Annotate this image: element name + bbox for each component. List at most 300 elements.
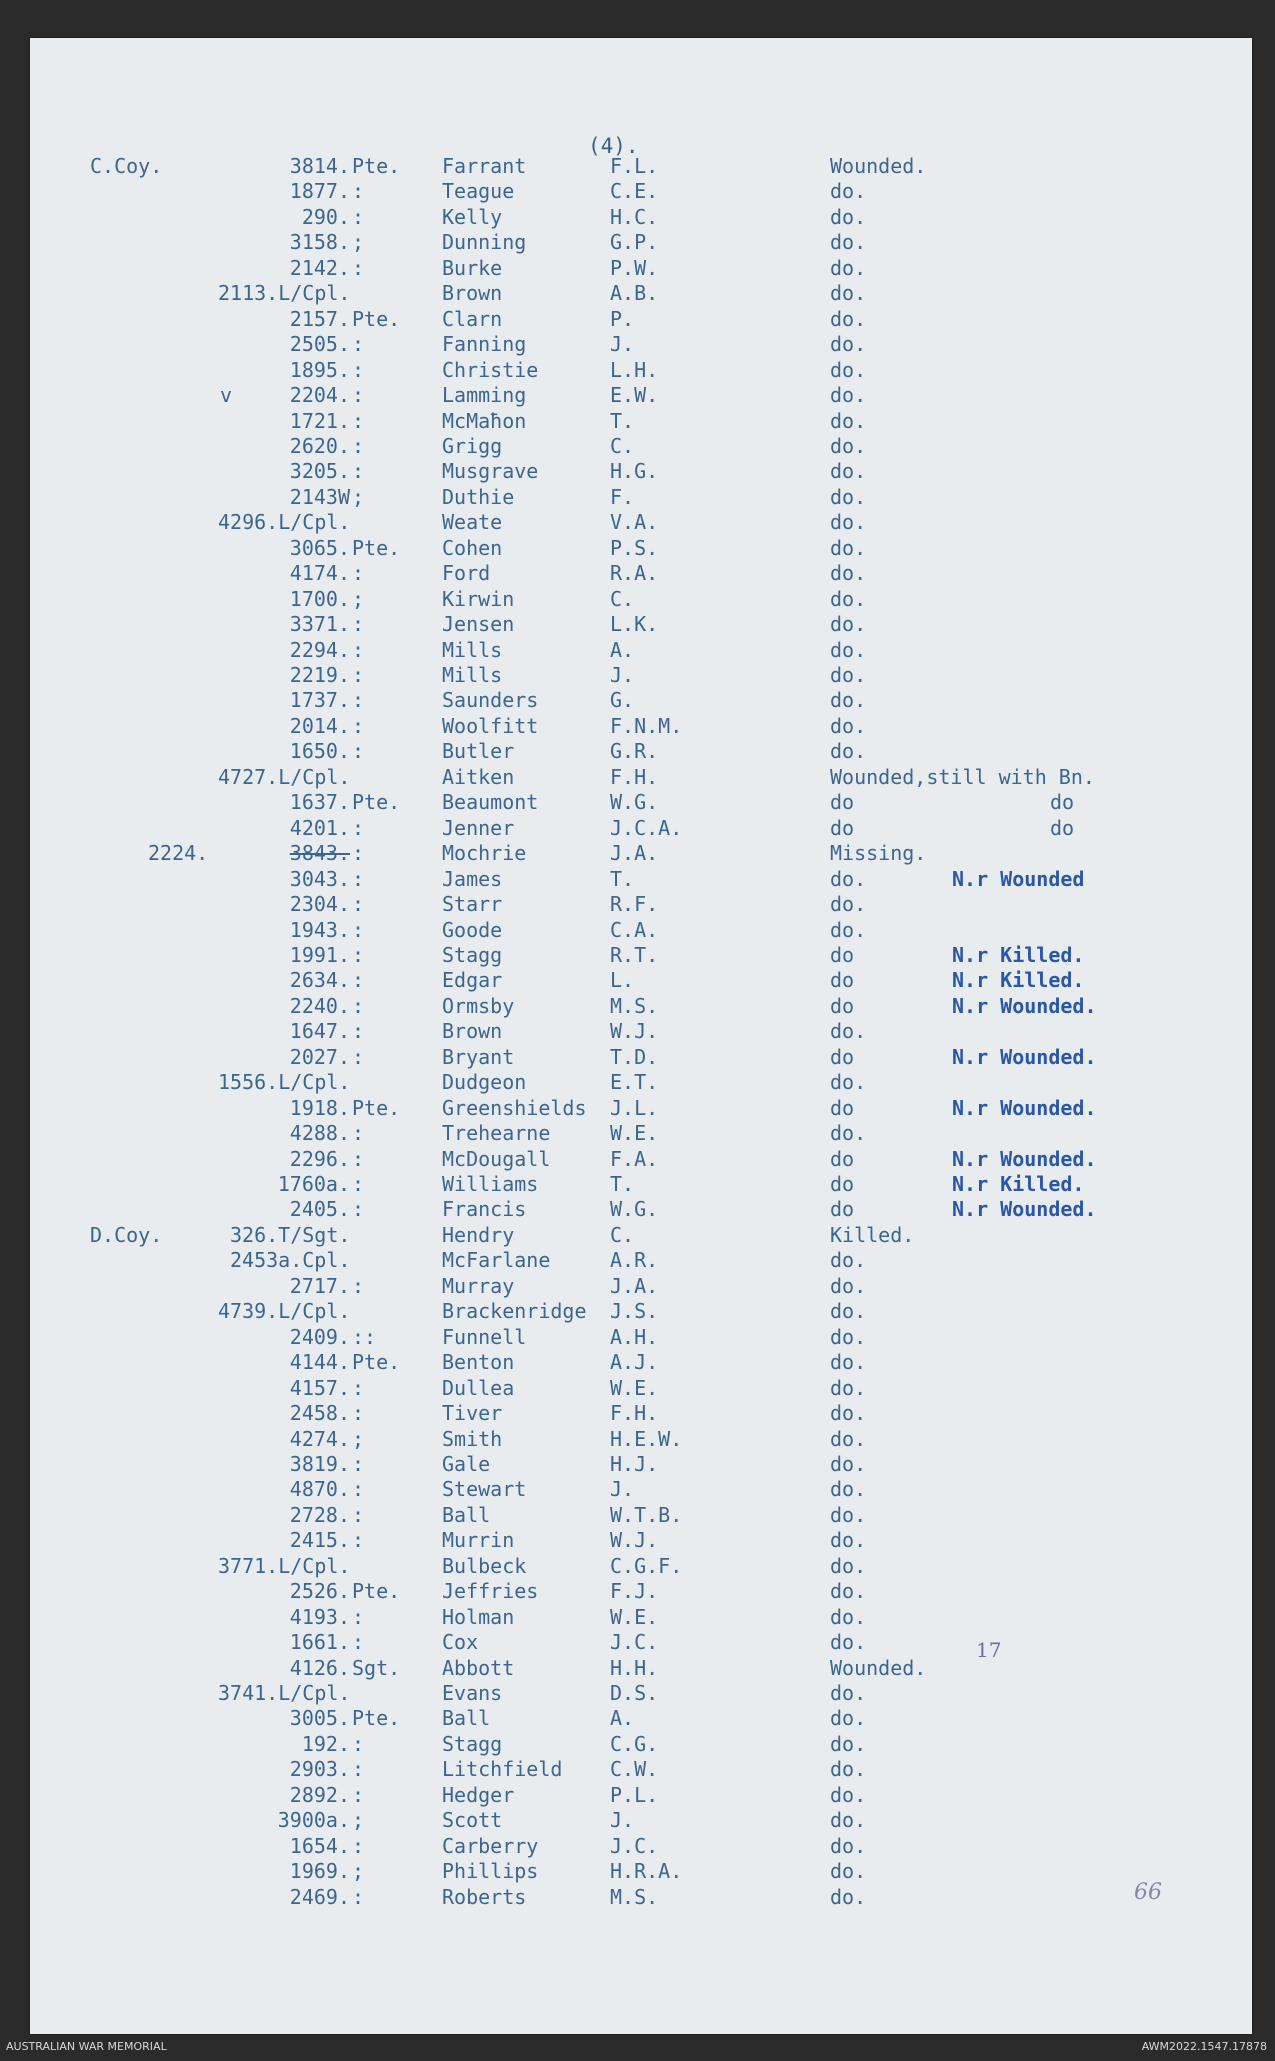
rank: : [352, 1146, 365, 1171]
initials: F.N.M. [610, 713, 683, 738]
status: do. [830, 433, 867, 458]
initials: A.B. [610, 281, 659, 306]
handwritten-annotation: N.r Killed. [952, 942, 1085, 967]
status: do. [830, 561, 867, 586]
initials: A.J. [610, 1350, 659, 1375]
status: do. [830, 1502, 867, 1527]
service-number: 4739.L/Cpl. [218, 1299, 351, 1324]
status: do [830, 1197, 855, 1222]
rank: : [352, 255, 365, 280]
rank: : [352, 1884, 365, 1909]
surname: Stagg [442, 1731, 503, 1756]
rank: : [352, 815, 365, 840]
initials: J.C.A. [610, 815, 683, 840]
service-number: 4144. [289, 1350, 350, 1375]
initials: J.S. [610, 1299, 659, 1324]
initials: E.W. [610, 383, 659, 408]
rank: Pte. [352, 1706, 401, 1731]
initials: L. [610, 968, 635, 993]
initials: C.G.F. [610, 1553, 683, 1578]
surname: Farrant [442, 154, 527, 178]
initials: H.E.W. [610, 1426, 683, 1451]
surname: Cox [442, 1630, 479, 1655]
initials: F.A. [610, 1146, 659, 1171]
initials: L.H. [610, 357, 659, 382]
status: do. [830, 332, 867, 357]
status: do. [830, 1604, 867, 1629]
surname: Brackenridge [442, 1299, 587, 1324]
surname: Phillips [442, 1859, 539, 1884]
status: do. [830, 1579, 867, 1604]
table-row [30, 409, 1252, 433]
status: do. [830, 1426, 867, 1451]
surname: Hendry [442, 1222, 515, 1247]
surname: Funnell [442, 1324, 527, 1349]
rank: ; [352, 230, 365, 255]
initials: T. [610, 866, 635, 891]
rank: : [352, 1375, 365, 1400]
rank: : [352, 1528, 365, 1553]
initials: A. [610, 1706, 635, 1731]
status: do. [830, 663, 867, 687]
table-row [30, 1096, 1252, 1120]
rank: : [352, 968, 365, 993]
service-number: 2892. [289, 1782, 350, 1807]
rank: : [352, 688, 365, 713]
status: do. [830, 1681, 867, 1705]
initials: W.J. [610, 1019, 659, 1044]
initials: P.L. [610, 1782, 659, 1807]
rank: : [352, 1172, 365, 1196]
status: do. [830, 281, 867, 306]
surname: Teague [442, 179, 515, 204]
initials: E.T. [610, 1070, 659, 1095]
table-row [30, 1401, 1252, 1425]
table-row [30, 1783, 1252, 1807]
table-row [30, 587, 1252, 611]
surname: Christie [442, 357, 539, 382]
status: do. [830, 1350, 867, 1375]
rank: ; [352, 1859, 365, 1884]
surname: Murrin [442, 1528, 515, 1553]
table-row [30, 434, 1252, 458]
rank: Pte. [352, 1350, 401, 1375]
table-row [30, 205, 1252, 229]
rank: : [352, 1502, 365, 1527]
surname: Francis [442, 1197, 527, 1222]
service-number: 1654. [289, 1833, 350, 1858]
company-label: C.Coy. [90, 154, 163, 178]
surname: Saunders [442, 688, 539, 713]
table-row [30, 1147, 1252, 1171]
rank: : [352, 866, 365, 891]
surname: Burke [442, 255, 503, 280]
initials: H.H. [610, 1655, 659, 1680]
service-number: 2304. [289, 892, 350, 917]
service-number: 2296. [289, 1146, 350, 1171]
rank: : [352, 1197, 365, 1222]
table-row [30, 1656, 1252, 1680]
initials: J.L. [610, 1095, 659, 1120]
table-row [30, 1172, 1252, 1196]
rank: : [352, 1477, 365, 1502]
status: do. [830, 612, 867, 637]
service-number: 1737. [289, 688, 350, 713]
initials: J.A. [610, 1273, 659, 1298]
surname: Greenshields [442, 1095, 587, 1120]
status: do. [830, 1401, 867, 1426]
initials: C.G. [610, 1731, 659, 1756]
status: do [830, 993, 855, 1018]
table-row [30, 612, 1252, 636]
service-number: 1650. [289, 739, 350, 764]
surname: Trehearne [442, 1121, 551, 1146]
service-number: 2240. [289, 993, 350, 1018]
document-page [30, 38, 1252, 2034]
service-number: 1700. [289, 586, 350, 611]
initials: P. [610, 306, 635, 331]
status: do [830, 1146, 855, 1171]
status: do. [830, 306, 867, 331]
table-row [30, 1350, 1252, 1374]
service-number: 2027. [289, 1044, 350, 1069]
surname: Hedger [442, 1782, 515, 1807]
service-number: 1647. [289, 1019, 350, 1044]
initials: R.A. [610, 561, 659, 586]
rank: ; [352, 586, 365, 611]
surname: Kirwin [442, 586, 515, 611]
surname: Aitken [442, 764, 515, 789]
surname: Duthie [442, 484, 515, 509]
surname: Scott [442, 1808, 503, 1833]
service-number: 2505. [289, 332, 350, 357]
table-row [30, 1834, 1252, 1858]
initials: P.S. [610, 535, 659, 560]
status: do. [830, 892, 867, 917]
rank: : [352, 1731, 365, 1756]
status: do. [830, 586, 867, 611]
initials: J. [610, 663, 635, 687]
service-number: 326.T/Sgt. [230, 1222, 351, 1247]
table-row [30, 943, 1252, 967]
service-number: 3043. [289, 866, 350, 891]
handwritten-annotation: N.r Killed. [952, 968, 1085, 993]
service-number: 3205. [289, 459, 350, 484]
surname: Litchfield [442, 1757, 563, 1782]
rank: Pte. [352, 1579, 401, 1604]
service-number: 1918. [289, 1095, 350, 1120]
handwritten-annotation: N.r Wounded. [952, 1044, 1097, 1069]
initials: H.J. [610, 1451, 659, 1476]
service-number: 2415. [289, 1528, 350, 1553]
rank: : [352, 459, 365, 484]
service-number: 290. [301, 204, 350, 229]
table-row [30, 714, 1252, 738]
surname: Butler [442, 739, 515, 764]
rank: : [352, 332, 365, 357]
initials: C.W. [610, 1757, 659, 1782]
status: do [830, 968, 855, 993]
initials: W.E. [610, 1604, 659, 1629]
status: do. [830, 510, 867, 535]
table-row [30, 1605, 1252, 1629]
service-number: 1661. [289, 1630, 350, 1655]
footer-institution: AUSTRALIAN WAR MEMORIAL [6, 2040, 167, 2053]
table-row [30, 1706, 1252, 1730]
table-row [30, 892, 1252, 916]
table-row [30, 1528, 1252, 1552]
service-number: 4157. [289, 1375, 350, 1400]
surname: Brown [442, 1019, 503, 1044]
surname: Fanning [442, 332, 527, 357]
service-number: 3843. [289, 841, 350, 866]
rank: : [352, 1782, 365, 1807]
table-row [30, 1503, 1252, 1527]
status: do. [830, 255, 867, 280]
table-row [30, 1630, 1252, 1654]
surname: Kelly [442, 204, 503, 229]
rank: : [352, 892, 365, 917]
status: do. [830, 1451, 867, 1476]
table-row [30, 1121, 1252, 1145]
service-number: 2014. [289, 713, 350, 738]
surname: Mochrie [442, 841, 527, 866]
service-number: 1943. [289, 917, 350, 942]
surname: Brown [442, 281, 503, 306]
table-row [30, 459, 1252, 483]
surname: Dunning [442, 230, 527, 255]
rank: : [352, 1604, 365, 1629]
rank: Pte. [352, 535, 401, 560]
initials: J. [610, 1477, 635, 1502]
status: do. [830, 688, 867, 713]
rank: ; [352, 1808, 365, 1833]
status: do. [830, 1706, 867, 1731]
rank: : [352, 612, 365, 637]
service-number: 2142. [289, 255, 350, 280]
initials: C. [610, 1222, 635, 1247]
service-number: 2620. [289, 433, 350, 458]
initials: C.A. [610, 917, 659, 942]
surname: Mills [442, 637, 503, 662]
surname: Evans [442, 1681, 503, 1705]
rank: Sgt. [352, 1655, 401, 1680]
row-mark: v [220, 383, 233, 408]
surname: Clarn [442, 306, 503, 331]
initials: M.S. [610, 1884, 659, 1909]
company-label: 2224. [148, 841, 209, 866]
rank: : [352, 1630, 365, 1655]
table-row [30, 1477, 1252, 1501]
table-row [30, 1019, 1252, 1043]
status: do. [830, 917, 867, 942]
initials: A. [610, 637, 635, 662]
status: do. [830, 408, 867, 433]
status: do. [830, 357, 867, 382]
service-number: 1969. [289, 1859, 350, 1884]
initials: F.L. [610, 154, 659, 178]
service-number: 2728. [289, 1502, 350, 1527]
service-number: 3741.L/Cpl. [218, 1681, 351, 1705]
service-number: 4174. [289, 561, 350, 586]
service-number: 4870. [289, 1477, 350, 1502]
table-row [30, 1045, 1252, 1069]
service-number: 3819. [289, 1451, 350, 1476]
initials: W.T.B. [610, 1502, 683, 1527]
surname: Grigg [442, 433, 503, 458]
rank: Pte. [352, 790, 401, 815]
initials: H.C. [610, 204, 659, 229]
service-number: 2634. [289, 968, 350, 993]
table-row [30, 179, 1252, 203]
table-row [30, 790, 1252, 814]
status: do. [830, 204, 867, 229]
table-row [30, 816, 1252, 840]
surname: Lamming [442, 383, 527, 408]
service-number: 3005. [289, 1706, 350, 1731]
status: do. [830, 866, 867, 891]
service-number: 192. [301, 1731, 350, 1756]
surname: Musgrave [442, 459, 539, 484]
service-number: 4274. [289, 1426, 350, 1451]
table-row [30, 154, 1252, 178]
status: do. [830, 739, 867, 764]
surname: Roberts [442, 1884, 527, 1909]
status: do [830, 815, 855, 840]
surname: Dudgeon [442, 1070, 527, 1095]
table-row [30, 663, 1252, 687]
handwritten-annotation: N.r Wounded. [952, 1197, 1097, 1222]
status: do. [830, 230, 867, 255]
surname: Starr [442, 892, 503, 917]
status: do. [830, 1859, 867, 1884]
service-number: 2469. [289, 1884, 350, 1909]
status: Missing. [830, 841, 927, 866]
table-row [30, 867, 1252, 891]
handwritten-annotation: N.r Wounded. [952, 1095, 1097, 1120]
initials: C.E. [610, 179, 659, 204]
initials: T. [610, 1172, 635, 1196]
table-row [30, 1325, 1252, 1349]
rank: : [352, 993, 365, 1018]
surname: McFarlane [442, 1248, 551, 1273]
service-number: 4727.L/Cpl. [218, 764, 351, 789]
initials: W.G. [610, 790, 659, 815]
table-row [30, 510, 1252, 534]
initials: W.E. [610, 1375, 659, 1400]
service-number: 2409. [289, 1324, 350, 1349]
rank: ; [352, 484, 365, 509]
initials: G.R. [610, 739, 659, 764]
rank: : [352, 1019, 365, 1044]
rank: : [352, 1121, 365, 1146]
surname: Tiver [442, 1401, 503, 1426]
rank: :: [352, 1324, 377, 1349]
rank: : [352, 841, 365, 866]
rank: : [352, 179, 365, 204]
surname: McDougall [442, 1146, 551, 1171]
rank: : [352, 408, 365, 433]
rank: : [352, 1757, 365, 1782]
surname: Smith [442, 1426, 503, 1451]
initials: A.H. [610, 1324, 659, 1349]
status: do [830, 1172, 855, 1196]
pencil-annotation: 17 [976, 1638, 1002, 1662]
service-number: 3814. [289, 154, 350, 178]
rank: : [352, 917, 365, 942]
initials: A.R. [610, 1248, 659, 1273]
table-row [30, 638, 1252, 662]
service-number: 1877. [289, 179, 350, 204]
service-number: 3371. [289, 612, 350, 637]
initials: H.R.A. [610, 1859, 683, 1884]
initials: W.G. [610, 1197, 659, 1222]
service-number: 4201. [289, 815, 350, 840]
rank: Pte. [352, 154, 401, 178]
status: do. [830, 1121, 867, 1146]
status: do. [830, 1070, 867, 1095]
table-row [30, 918, 1252, 942]
rank: : [352, 1451, 365, 1476]
rank: : [352, 1044, 365, 1069]
initials: J.C. [610, 1630, 659, 1655]
status: do. [830, 484, 867, 509]
initials: F.H. [610, 1401, 659, 1426]
status: do. [830, 1019, 867, 1044]
service-number: 4296.L/Cpl. [218, 510, 351, 535]
table-row [30, 1681, 1252, 1705]
rank: Pte. [352, 1095, 401, 1120]
surname: Edgar [442, 968, 503, 993]
status: Killed. [830, 1222, 915, 1247]
table-row [30, 1376, 1252, 1400]
surname: Jeffries [442, 1579, 539, 1604]
table-row [30, 536, 1252, 560]
surname: Williams [442, 1172, 539, 1196]
rank: : [352, 637, 365, 662]
table-row [30, 1274, 1252, 1298]
table-row [30, 1808, 1252, 1832]
status-continued: do [1050, 815, 1075, 840]
rank: : [352, 561, 365, 586]
service-number: 2204. [289, 383, 350, 408]
initials: F.H. [610, 764, 659, 789]
status: do [830, 1095, 855, 1120]
surname: McMaħon [442, 408, 527, 433]
surname: Beaumont [442, 790, 539, 815]
rank: : [352, 1273, 365, 1298]
surname: Stewart [442, 1477, 527, 1502]
status: do. [830, 459, 867, 484]
service-number: 1556.L/Cpl. [218, 1070, 351, 1095]
table-row [30, 332, 1252, 356]
status: Wounded,still with Bn. [830, 764, 1095, 789]
table-row [30, 307, 1252, 331]
status: do. [830, 179, 867, 204]
table-row [30, 968, 1252, 992]
table-row [30, 1554, 1252, 1578]
service-number: 1721. [289, 408, 350, 433]
service-number: 1760a. [277, 1172, 350, 1196]
initials: P.W. [610, 255, 659, 280]
surname: Weate [442, 510, 503, 535]
initials: J.A. [610, 841, 659, 866]
service-number: 2113.L/Cpl. [218, 281, 351, 306]
rank: : [352, 942, 365, 967]
handwritten-annotation: N.r Wounded [952, 866, 1085, 891]
status: Wounded. [830, 154, 927, 178]
status: do. [830, 1248, 867, 1273]
